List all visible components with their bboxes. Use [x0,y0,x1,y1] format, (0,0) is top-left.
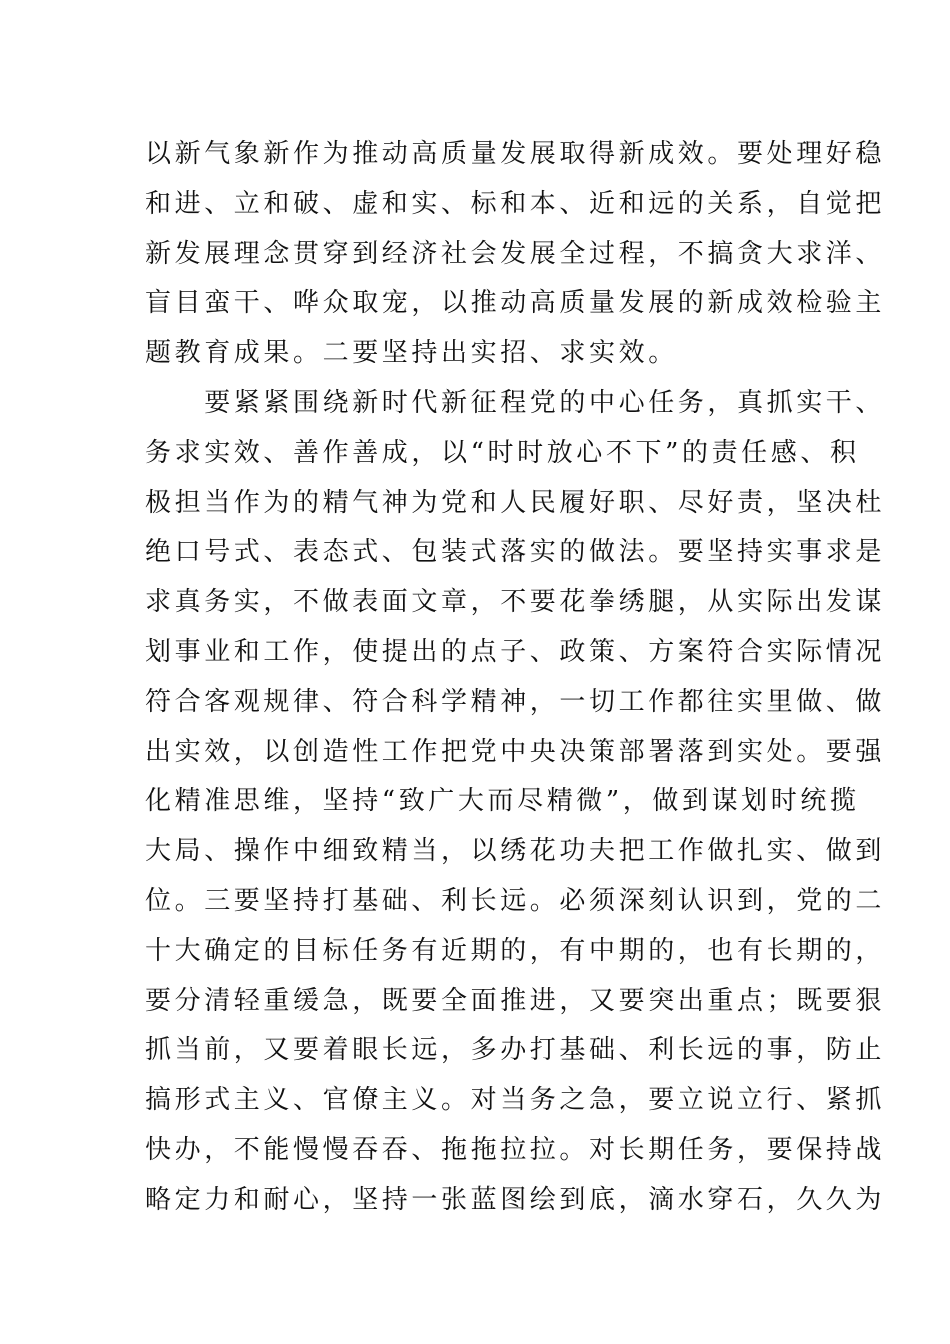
paragraph-start-line: 要紧紧围绕新时代新征程党的中心任务，真抓实干、 [145,387,886,418]
text-line-11: 划事业和工作，使提出的点子、政策、方案符合实际情况 [145,636,886,667]
text-line-16: 位。三要坚持打基础、利长远。必须深刻认识到，党的二 [145,885,886,916]
text-line-15: 大局、操作中细致精当，以绣花功夫把工作做扎实、做到 [145,836,886,867]
text-line-19: 抓当前，又要着眼长远，多办打基础、利长远的事，防止 [145,1035,886,1066]
text-line-4: 盲目蛮干、哗众取宠，以推动高质量发展的新成效检验主 [145,288,886,319]
text-line-5: 题教育成果。二要坚持出实招、求实效。 [145,338,678,369]
text-line-13: 出实效，以创造性工作把党中央决策部署落到实处。要强 [145,736,886,767]
text-line-18: 要分清轻重缓急，既要全面推进，又要突出重点；既要狠 [145,985,886,1016]
body-text [145,130,886,1226]
text-line-10: 求真务实，不做表面文章，不要花拳绣腿，从实际出发谋 [145,587,886,618]
text-line-2: 和进、立和破、虚和实、标和本、近和远的关系，自觉把 [145,188,886,219]
text-line-3: 新发展理念贯穿到经济社会发展全过程，不搞贪大求洋、 [145,238,886,269]
text-line-8: 极担当作为的精气神为党和人民履好职、尽好责，坚决杜 [145,487,886,518]
text-line-12: 符合客观规律、符合科学精神，一切工作都往实里做、做 [145,686,886,717]
text-line-1: 以新气象新作为推动高质量发展取得新成效。要处理好稳 [145,139,886,169]
text-line-22: 略定力和耐心，坚持一张蓝图绘到底，滴水穿石，久久为 [145,1184,886,1215]
text-line-7: 务求实效、善作善成，以“时时放心不下”的责任感、积 [145,437,860,468]
text-line-14: 化精准思维，坚持“致广大而尽精微”，做到谋划时统揽 [145,786,860,817]
text-line-21: 快办，不能慢慢吞吞、拖拖拉拉。对长期任务，要保持战 [145,1134,886,1165]
text-line-17: 十大确定的目标任务有近期的，有中期的，也有长期的， [145,935,886,966]
text-line-9: 绝口号式、表态式、包装式落实的做法。要坚持实事求是 [145,537,886,568]
text-line-20: 搞形式主义、官僚主义。对当务之急，要立说立行、紧抓 [145,1085,886,1116]
